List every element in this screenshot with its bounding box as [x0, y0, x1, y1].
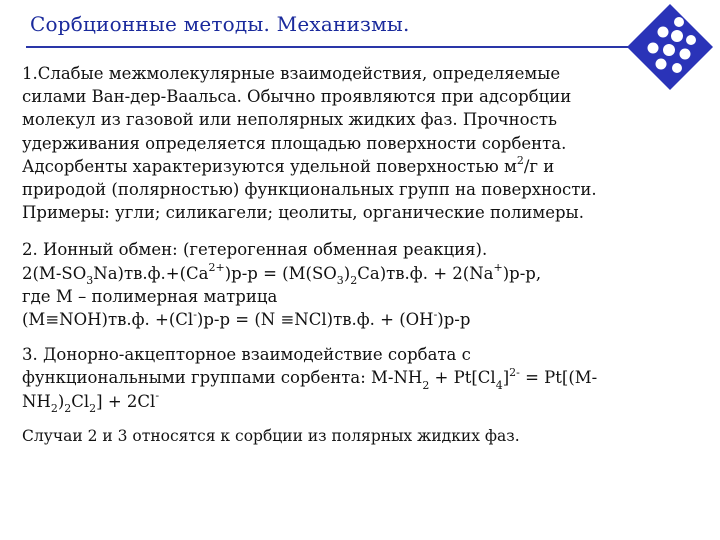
s2-line-3: где М – полимерная матрица	[22, 286, 278, 306]
s1-line-6: природой (полярностью) функциональных групп на поверхности.	[22, 180, 597, 200]
s1-line-3: молекул из газовой или неполярных жидких фаз. Прочность	[22, 110, 557, 130]
s3-equation-1: функциональными группами сорбента: $M-NH_2 + Pt[Cl_4]^{2-} = Pt[(M-$	[22, 365, 598, 392]
s3-equation-2: $NH_2)_2Cl_2] + 2Cl^-$	[22, 389, 160, 415]
s2-equation-2: (M≡NOH)тв.ф. +(Cl-)р-р = (N ≡NCl)тв.ф. + (OH-)р-р	[22, 307, 471, 330]
s1-line-4: удерживания определяется площадью поверхности сорбента.	[22, 133, 567, 153]
s2-equation-1: $2(M-SO_3Na)тв.ф.+(Ca^{2+})р-р = (M(SO_3)_2Ca)тв.ф$. + 2(Na+)р-р,	[22, 261, 542, 287]
s3-line-1: 3. Донорно-акцепторное взаимодействие сорбата с	[22, 345, 471, 365]
s1-line-2: силами Ван-дер-Ваальса. Обычно проявляются при адсорбции	[22, 87, 572, 107]
closing-note: Случаи 2 и 3 относятся к сорбции из полярных жидких фаз.	[22, 426, 520, 445]
title-underline	[26, 46, 630, 48]
content	[22, 62, 720, 448]
s2-line-1: 2. Ионный обмен: (гетерогенная обменная реакция).	[22, 240, 488, 260]
page-title: Сорбционные методы. Механизмы.	[30, 12, 410, 36]
s1-line-1: 1.Слабые межмолекулярные взаимодействия, определяемые	[22, 64, 561, 83]
s1-line-5: Адсорбенты характеризуются удельной поверхностью $м^2/г$ и	[22, 154, 555, 176]
s1-line-7: Примеры: угли; силикагели; цеолиты, органические полимеры.	[22, 203, 584, 223]
